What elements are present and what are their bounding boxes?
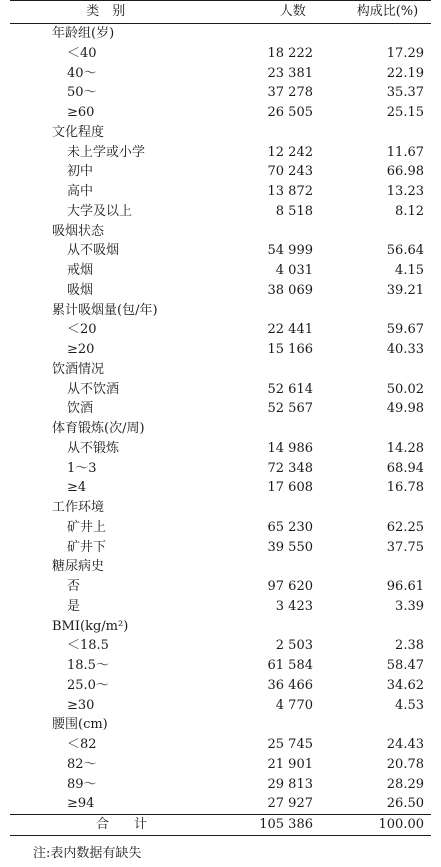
table-row [10,281,431,301]
section-heading [10,24,431,44]
row-count: 39 550 [267,539,313,555]
section-title: 文化程度 [52,124,105,140]
header-category: 类 别 [86,4,126,19]
row-count: 38 069 [267,282,313,298]
row-count: 52 567 [267,401,313,417]
table-row [10,241,431,261]
row-label: 从不锻炼 [67,440,120,456]
row-percent: 68.94 [386,460,424,476]
table-row [10,380,431,400]
row-count: 14 986 [267,440,313,456]
section-title: 体育锻炼(次/周) [52,421,145,436]
row-label: 18.5～ [67,658,109,673]
row-count: 36 466 [267,677,313,693]
row-percent: 59.67 [386,322,424,338]
row-label: 大学及以上 [67,203,133,219]
row-label: ≥94 [67,796,95,812]
row-label: 矿井上 [67,519,107,535]
table-row [10,261,431,281]
row-count: 29 813 [267,776,313,792]
row-count: 2 503 [275,638,313,654]
row-count: 8 518 [275,203,313,219]
row-percent: 28.29 [386,776,424,792]
row-count: 4 031 [275,263,313,278]
total-count: 105 386 [259,817,313,832]
row-label: ＜82 [67,737,97,752]
row-percent: 14.28 [386,440,424,456]
row-percent: 22.19 [386,65,424,81]
section-heading [10,301,431,321]
section-heading [10,123,431,143]
section-heading [10,360,431,380]
row-label: ≥60 [67,105,95,120]
row-label: ＜18.5 [67,638,109,654]
row-label: ＜40 [67,45,97,61]
row-count: 37 278 [267,85,313,101]
row-count: 25 745 [267,737,313,752]
row-label: ＜20 [67,322,97,338]
row-label: 82～ [67,756,97,772]
row-label: 是 [67,598,81,614]
row-label: 吸烟 [67,282,94,298]
row-count: 4 770 [275,697,313,713]
row-percent: 34.62 [386,677,424,693]
row-label: ≥30 [67,697,95,713]
row-label: 否 [67,579,81,594]
row-label: 1～3 [67,460,97,476]
row-count: 65 230 [267,519,313,535]
section-heading [10,222,431,242]
row-percent: 25.15 [386,105,424,120]
row-percent: 11.67 [386,144,424,160]
table-row [10,518,431,538]
section-heading [10,617,431,637]
section-heading [10,419,431,439]
table-header [10,1,431,23]
total-percent: 100.00 [378,817,424,832]
section-title: 饮酒情况 [52,361,105,377]
row-count: 70 243 [267,164,313,180]
row-percent: 50.02 [386,381,424,397]
row-percent: 66.98 [386,164,424,180]
row-percent: 4.53 [395,697,424,713]
section-title: 吸烟状态 [52,223,105,239]
row-count: 27 927 [267,796,313,812]
row-percent: 62.25 [386,519,424,535]
table-row [10,656,431,676]
row-count: 18 222 [267,45,313,61]
table-row [10,44,431,64]
section-heading [10,557,431,577]
table-row [10,459,431,479]
table-row [10,577,431,597]
table-row [10,182,431,202]
table-row [10,478,431,498]
row-percent: 16.78 [386,480,424,496]
row-count: 17 608 [267,480,313,496]
row-count: 22 441 [267,322,313,338]
table-row [10,162,431,182]
header-percent: 构成比(%) [356,4,419,19]
row-label: 50～ [67,85,97,101]
table-row [10,636,431,656]
row-percent: 39.21 [386,282,424,298]
row-label: 高中 [67,184,94,199]
row-percent: 8.12 [395,203,424,219]
table-row [10,696,431,716]
table-row [10,399,431,419]
table-note: 注:表内数据有缺失 [33,846,142,861]
table-body [10,24,431,814]
row-count: 61 584 [267,658,313,673]
row-label: 40～ [67,65,97,81]
table-row [10,735,431,755]
section-title: 累计吸烟量(包/年) [52,302,158,318]
row-label: 初中 [67,164,94,180]
table-row [10,597,431,617]
row-label: 25.0～ [67,677,109,693]
row-label: ≥4 [67,480,87,496]
data-table [10,0,431,836]
row-percent: 13.23 [386,184,424,199]
table-row [10,64,431,84]
table-row [10,320,431,340]
row-count: 54 999 [267,243,313,259]
row-percent: 49.98 [386,401,424,417]
row-count: 3 423 [275,598,313,614]
header-count: 人数 [279,4,306,19]
table-row [10,143,431,163]
bottom-rule [10,835,431,836]
section-heading [10,498,431,518]
section-title: 年龄组(岁) [52,26,115,41]
row-percent: 96.61 [386,579,424,594]
row-label: ≥20 [67,342,95,357]
row-label: 89～ [67,776,97,792]
row-label: 未上学或小学 [67,144,146,160]
row-percent: 20.78 [386,756,424,772]
row-percent: 58.47 [386,658,424,673]
table-row [10,83,431,103]
row-count: 13 872 [267,184,313,199]
row-label: 矿井下 [67,539,107,555]
row-percent: 2.38 [395,638,424,654]
table-row [10,340,431,360]
row-count: 72 348 [267,460,313,476]
total-row [10,815,431,835]
section-title: 腰围(cm) [52,717,108,733]
table-row [10,538,431,558]
row-label: 戒烟 [67,263,94,278]
table-row [10,794,431,814]
table-row [10,439,431,459]
row-count: 12 242 [267,144,313,160]
row-percent: 3.39 [395,598,424,614]
total-label: 合 计 [96,817,154,832]
table-row [10,676,431,696]
row-percent: 37.75 [386,539,424,555]
row-count: 26 505 [267,105,313,120]
row-percent: 17.29 [386,45,424,61]
section-title: 糖尿病史 [52,559,105,575]
row-percent: 24.43 [386,737,424,752]
section-title: 工作环境 [52,500,105,515]
section-heading [10,715,431,735]
row-percent: 26.50 [386,796,424,812]
table-row [10,755,431,775]
table-row [10,775,431,795]
row-percent: 4.15 [395,263,424,278]
table-row [10,103,431,123]
row-percent: 35.37 [386,85,424,101]
table-row [10,202,431,222]
row-count: 21 901 [267,756,313,772]
row-label: 饮酒 [67,401,94,417]
row-percent: 40.33 [386,342,424,357]
row-count: 15 166 [267,342,313,357]
row-count: 52 614 [267,381,313,397]
row-count: 97 620 [267,579,313,594]
row-label: 从不吸烟 [67,243,120,259]
row-label: 从不饮酒 [67,381,120,397]
section-title: BMI(kg/m²) [52,618,129,634]
row-count: 23 381 [267,65,313,81]
row-percent: 56.64 [386,243,424,259]
